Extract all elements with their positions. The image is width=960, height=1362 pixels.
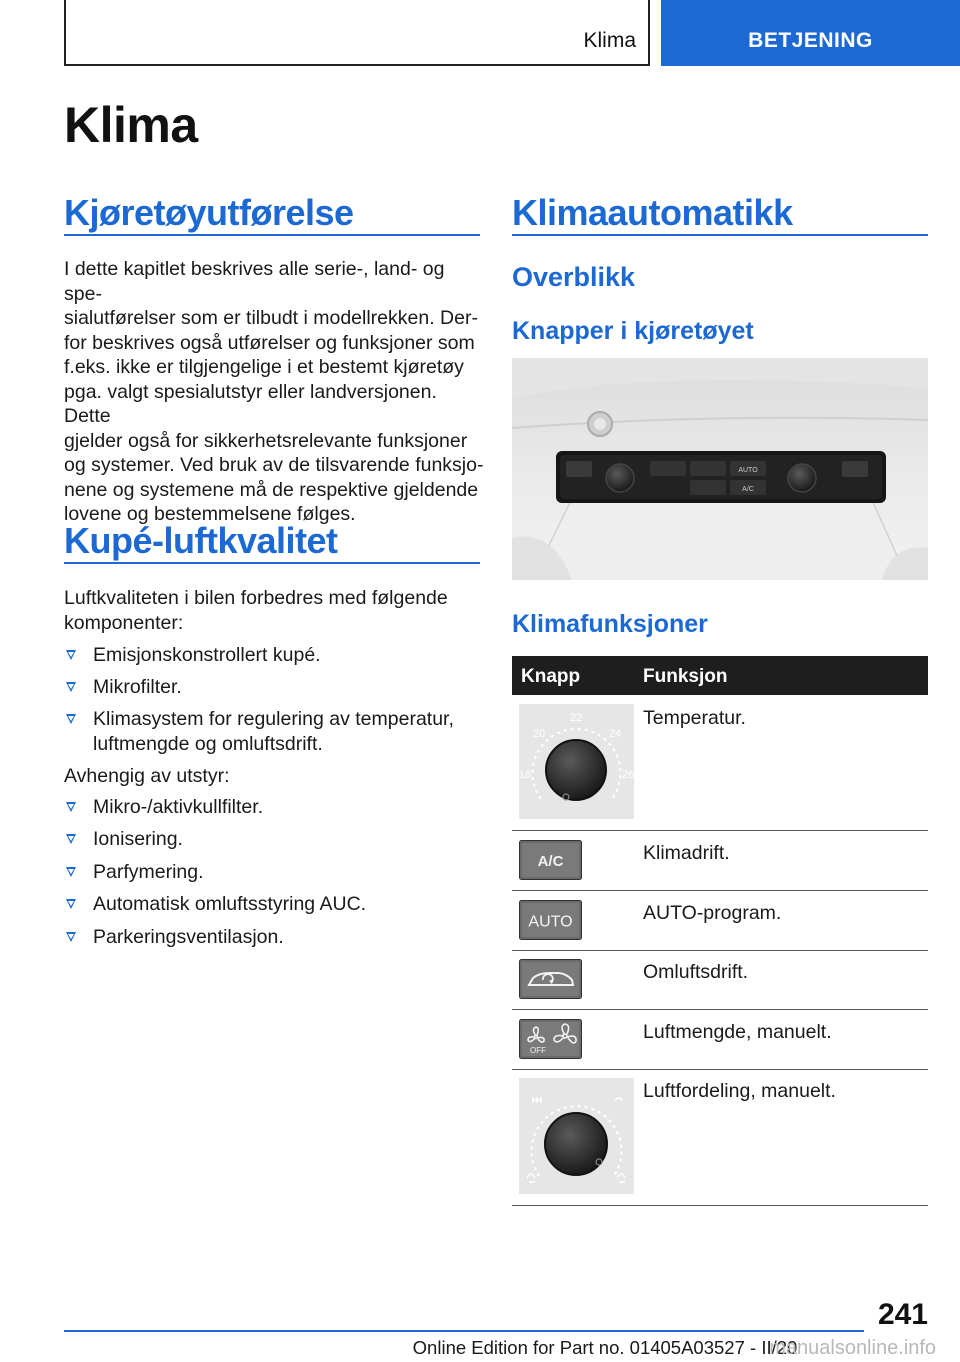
air-quality-intro xyxy=(64,586,484,635)
page-number: 241 xyxy=(877,1298,928,1331)
text-line: for beskrives også utførelser og funksjoner som xyxy=(64,331,475,354)
bullet-triangle-icon xyxy=(66,834,76,844)
function-text: Klimadrift. xyxy=(643,842,730,864)
text-line: og systemer. Ved bruk av de tilsvarende funksjo- xyxy=(64,454,484,476)
list-item xyxy=(64,707,484,759)
text-line: gjelder også for sikkerhetsrelevante funksjoner xyxy=(64,429,468,452)
footer-rule xyxy=(64,1330,864,1332)
header-section-title: Klima xyxy=(583,29,636,52)
vehicle-version-paragraph xyxy=(64,257,484,527)
scale-label: 24 xyxy=(608,728,622,740)
text-line: I dette kapitlet beskrives alle serie-, land- og spe- xyxy=(64,258,445,305)
ac-label: A/C xyxy=(537,853,564,870)
bullet-triangle-icon xyxy=(66,899,76,909)
scale-label: 26 xyxy=(621,769,634,781)
scale-label: 18 xyxy=(519,769,532,781)
heading-rule xyxy=(512,234,928,236)
heading-cabin-air-quality: Kupé-luftkvalitet xyxy=(64,520,338,561)
heading-rule xyxy=(64,562,480,564)
text-line: f.eks. ikke er tilgjengelige i et bestemt kjøretøy xyxy=(64,356,464,378)
table-row xyxy=(512,891,928,951)
air-distribution-knob-icon xyxy=(519,1078,634,1194)
climate-panel-photo xyxy=(512,358,928,580)
header-chapter-tab xyxy=(661,0,960,66)
function-text: Omluftsdrift. xyxy=(643,961,749,983)
fan-button-icon xyxy=(519,1019,582,1059)
bullet-triangle-icon xyxy=(66,682,76,692)
function-text: Luftmengde, manuelt. xyxy=(643,1021,832,1043)
temperature-knob-icon xyxy=(519,704,634,819)
function-text: Luftfordeling, manuelt. xyxy=(643,1080,836,1102)
text-line: pga. valgt spesialutstyr eller landversjonen. Dette xyxy=(64,380,437,427)
bullet-triangle-icon xyxy=(66,650,76,660)
text-line: nene og systemene må de respektive gjeldende xyxy=(64,478,479,501)
bullet-triangle-icon xyxy=(66,802,76,812)
edition-text: Online Edition for Part no. 01405A03527 - II/20 xyxy=(412,1337,798,1358)
heading-climate-functions: Klimafunksjoner xyxy=(512,610,708,638)
heading-overview: Overblikk xyxy=(512,262,636,292)
page-title: Klima xyxy=(64,97,198,153)
text-line: komponenter: xyxy=(64,611,184,634)
text-line: Luftkvaliteten i bilen forbedres med følgende xyxy=(64,587,448,609)
table-header xyxy=(512,656,928,695)
bullet-triangle-icon xyxy=(66,714,76,724)
table-row xyxy=(512,831,928,891)
equipment-label: Avhengig av utstyr: xyxy=(64,765,230,787)
dashboard-illustration xyxy=(512,358,928,580)
table-row xyxy=(512,695,928,831)
scale-label: 20 xyxy=(532,728,546,740)
table-row xyxy=(512,1070,928,1206)
heading-rule xyxy=(64,234,480,236)
heading-buttons-in-vehicle: Knapper i kjøretøyet xyxy=(512,317,754,345)
table-row xyxy=(512,1010,928,1070)
ac-button-icon xyxy=(519,840,582,880)
text-line: sialutførelser som er tilbudt i modellrekken. Der- xyxy=(64,307,478,329)
heading-vehicle-version: Kjøretøyutførelse xyxy=(64,192,354,233)
watermark: manualsonline.info xyxy=(769,1337,936,1359)
bullet-triangle-icon xyxy=(66,932,76,942)
bullet-triangle-icon xyxy=(66,867,76,877)
function-text: AUTO-program. xyxy=(643,902,782,924)
text-line: lovene og bestemmelsene følges. xyxy=(64,503,356,525)
text-line: Klimasystem for regulering av temperatur, xyxy=(93,708,454,730)
fan-off-label: OFF xyxy=(530,1046,546,1055)
function-text: Temperatur. xyxy=(643,707,746,729)
header-section-box xyxy=(64,0,650,66)
photo-ac-label: A/C xyxy=(742,486,754,493)
col-header-button: Knapp xyxy=(521,666,581,687)
header-chapter-title: BETJENING xyxy=(748,29,873,52)
heading-automatic-climate: Klimaautomatikk xyxy=(512,192,793,233)
auto-button-icon xyxy=(519,900,582,940)
scale-label: 22 xyxy=(569,712,583,724)
photo-auto-label: AUTO xyxy=(738,467,758,474)
text-line: luftmengde og omluftsdrift. xyxy=(93,733,323,755)
auto-label: AUTO xyxy=(528,913,573,931)
col-header-function: Funksjon xyxy=(643,666,728,687)
table-row xyxy=(512,951,928,1010)
recirculation-button-icon xyxy=(519,959,582,999)
